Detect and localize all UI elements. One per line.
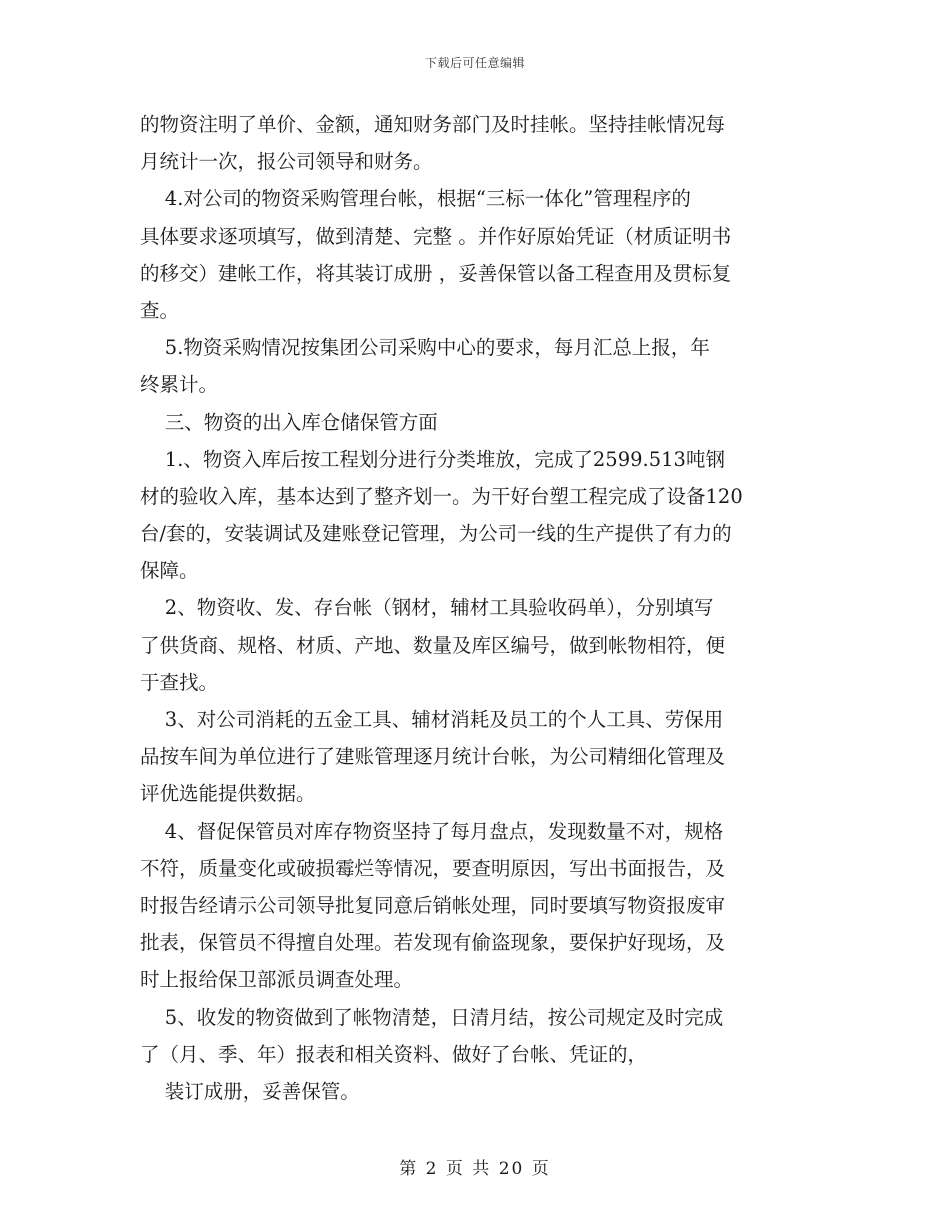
text-line: 2、物资收、发、存台帐（钢材，辅材工具验收码单），分别填写 <box>140 596 714 620</box>
text-line: 5.物资采购情况按集团公司采购中心的要求，每月汇总上报，年 <box>140 336 710 360</box>
text-line: 批表，保管员不得擅自处理。若发现有偷盗现象，要保护好现场，及 <box>140 931 726 955</box>
text-line: 不符，质量变化或破损霉烂等情况，要查明原因，写出书面报告，及 <box>140 856 726 880</box>
page-header: 下载后可任意编辑 <box>424 56 525 70</box>
text-line: 终累计。 <box>140 373 219 397</box>
section-heading: 三、物资的出入库仓储保管方面 <box>140 410 438 434</box>
text-line: 具体要求逐项填写，做到清楚、完整 。并作好原始凭证（材质证明书 <box>140 224 732 248</box>
text-line: 于查找。 <box>140 670 219 694</box>
document-body <box>140 106 810 1110</box>
text-line: 材的验收入库，基本达到了整齐划一。为干好台塑工程完成了设备120 <box>140 484 743 508</box>
text-line: 了供货商、规格、材质、产地、数量及库区编号，做到帐物相符，便 <box>140 633 726 657</box>
text-line: 查。 <box>140 298 180 322</box>
text-line: 时上报给保卫部派员调查处理。 <box>140 968 414 992</box>
text-line: 月统计一次，报公司领导和财务。 <box>140 150 433 174</box>
text-line: 3、对公司消耗的五金工具、辅材消耗及员工的个人工具、劳保用 <box>140 708 724 731</box>
text-line: 的移交）建帐工作，将其装订成册 ，妥善保管以备工程查用及贯标复 <box>140 261 732 285</box>
text-line: 装订成册，妥善保管。 <box>140 1079 360 1103</box>
page-number-footer: 第 2 页 共 20 页 <box>399 1159 551 1179</box>
text-line: 时报告经请示公司领导批复同意后销帐处理，同时要填写物资报废审 <box>140 893 726 917</box>
text-line: 台/套的，安装调试及建账登记管理，为公司一线的生产提供了有力的 <box>140 522 732 546</box>
text-line: 4.对公司的物资采购管理台帐，根据“三标一体化”管理程序的 <box>140 187 691 211</box>
text-line: 4、督促保管员对库存物资坚持了每月盘点，发现数量不对，规格 <box>140 819 724 843</box>
text-line: 评优选能提供数据。 <box>140 782 316 806</box>
text-line: 的物资注明了单价、金额，通知财务部门及时挂帐。坚持挂帐情况每 <box>140 113 726 136</box>
text-line: 了（月、季、年）报表和相关资料、做好了台帐、凭证的， <box>140 1042 648 1066</box>
text-line: 品按车间为单位进行了建账管理逐月统计台帐，为公司精细化管理及 <box>140 745 726 769</box>
text-line: 保障。 <box>140 559 199 583</box>
text-line: 1.、物资入库后按工程划分进行分类堆放，完成了2599.513吨钢 <box>140 447 725 471</box>
text-line: 5、收发的物资做到了帐物清楚，日清月结，按公司规定及时完成 <box>140 1005 724 1029</box>
